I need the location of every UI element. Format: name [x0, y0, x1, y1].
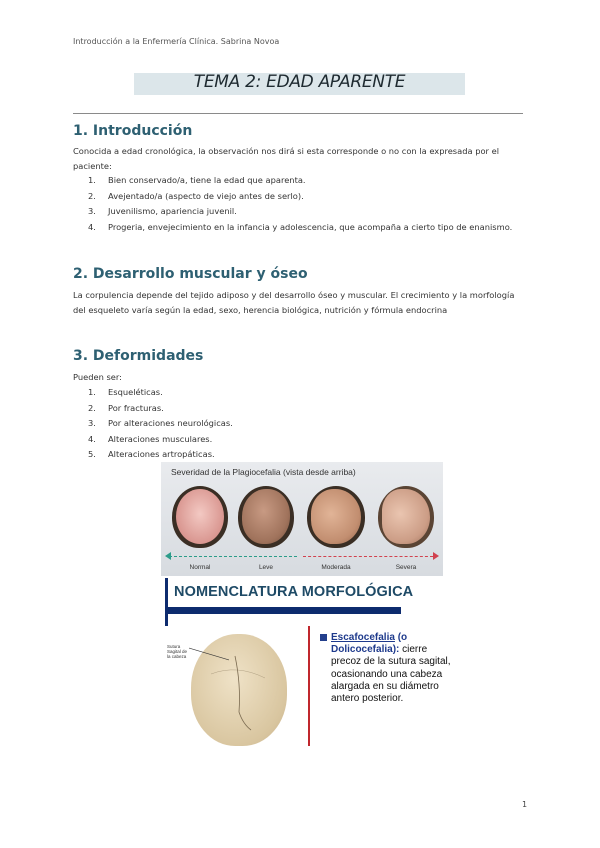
list-item-number: 3. [88, 418, 96, 428]
head-leve-image [238, 486, 294, 548]
figure-divider [308, 626, 310, 746]
list-item-text: Juvenilismo, apariencia juvenil. [108, 206, 237, 216]
list-item-number: 5. [88, 449, 96, 459]
arrowhead-left-icon [165, 552, 171, 560]
list-item [88, 418, 233, 434]
list-item-text: Avejentado/a (aspecto de viejo antes de serlo). [108, 190, 304, 201]
list-item-number: 3. [88, 206, 96, 216]
pointer-line [189, 646, 229, 662]
list-item [88, 387, 233, 403]
plagiocephaly-figure [161, 462, 443, 576]
term-description: cierre precoz de la sutura sagital, ocasionando una cabeza alargada en su diámetro antero posterior. [331, 644, 451, 705]
scale-arrow-severe [303, 556, 433, 557]
term-dolicocefalia: (o Dolicocefalia): [331, 632, 408, 656]
list-item-number: 1. [88, 387, 96, 397]
header-note: Introducción a la Enfermería Clínica. Sabrina Novoa [73, 37, 280, 46]
list-item [88, 222, 512, 238]
list-item [88, 403, 233, 419]
list-item-number: 2. [88, 402, 96, 413]
scale-label-severa: Severa [395, 564, 417, 571]
arrowhead-right-icon [433, 552, 439, 560]
page-title: TEMA 2: EDAD APARENTE [193, 72, 406, 92]
list-item-text: Esqueléticas. [108, 387, 163, 397]
section-heading-desarrollo: 2. Desarrollo muscular y óseo [73, 266, 308, 282]
scale-arrow-normal [169, 556, 297, 557]
figure-title: Severidad de la Plagiocefalia (vista desde arriba) [171, 467, 356, 477]
head-moderada-image [307, 486, 365, 548]
figure-accent-bar [165, 578, 168, 626]
list-item-number: 4. [88, 221, 96, 232]
list-item-text: Bien conservado/a, tiene la edad que aparenta. [108, 175, 306, 185]
scale-label-moderada: Moderada [321, 564, 351, 571]
list-item-number: 1. [88, 175, 96, 185]
list-item-text: Por alteraciones neurológicas. [108, 418, 233, 428]
figure-description [331, 632, 451, 705]
list-item-number: 2. [88, 190, 96, 201]
section-paragraph-introduccion: Conocida a edad cronológica, la observación nos dirá si esta corresponde o no con la expresada por el paciente: [73, 146, 500, 171]
nomenclature-figure [165, 578, 451, 748]
head-severa-image [378, 486, 434, 548]
list-item [88, 206, 512, 222]
list-item [88, 191, 512, 207]
figure-title: NOMENCLATURA MORFOLÓGICA [174, 584, 414, 600]
page-number: 1 [522, 800, 528, 809]
list-item-number: 4. [88, 433, 96, 444]
figure-title-underline [165, 607, 401, 614]
scale-label-normal: Normal [189, 564, 211, 571]
section-paragraph-deformidades: Pueden ser: [73, 372, 122, 382]
list-item-text: Alteraciones artropáticas. [108, 449, 215, 459]
list-item-text: Progeria, envejecimiento en la infancia y adolescencia, que acompaña a cierto tipo de enanismo. [108, 221, 513, 232]
scale-label-leve: Leve [258, 564, 274, 571]
list-item [88, 175, 512, 191]
bullet-icon [320, 634, 327, 641]
section-heading-introduccion: 1. Introducción [73, 123, 193, 139]
title-divider [73, 113, 523, 114]
section-paragraph-desarrollo: La corpulencia depende del tejido adiposo y del desarrollo óseo y muscular. El crecimiento y la morfología del esqueleto varía según la edad, sexo, herencia biológica, nutrición y fórmula endocrina [73, 290, 515, 315]
term-escafocefalia: Escafocefalia [331, 632, 395, 643]
suture-label: Sutura Sagital de la cabeza [167, 644, 188, 659]
head-normal-image [172, 486, 228, 548]
list-introduccion [88, 175, 512, 237]
list-item-text: Por fracturas. [108, 402, 164, 413]
list-deformidades [88, 387, 233, 465]
list-item [88, 434, 233, 450]
list-item-text: Alteraciones musculares. [108, 433, 213, 444]
section-heading-deformidades: 3. Deformidades [73, 348, 204, 364]
